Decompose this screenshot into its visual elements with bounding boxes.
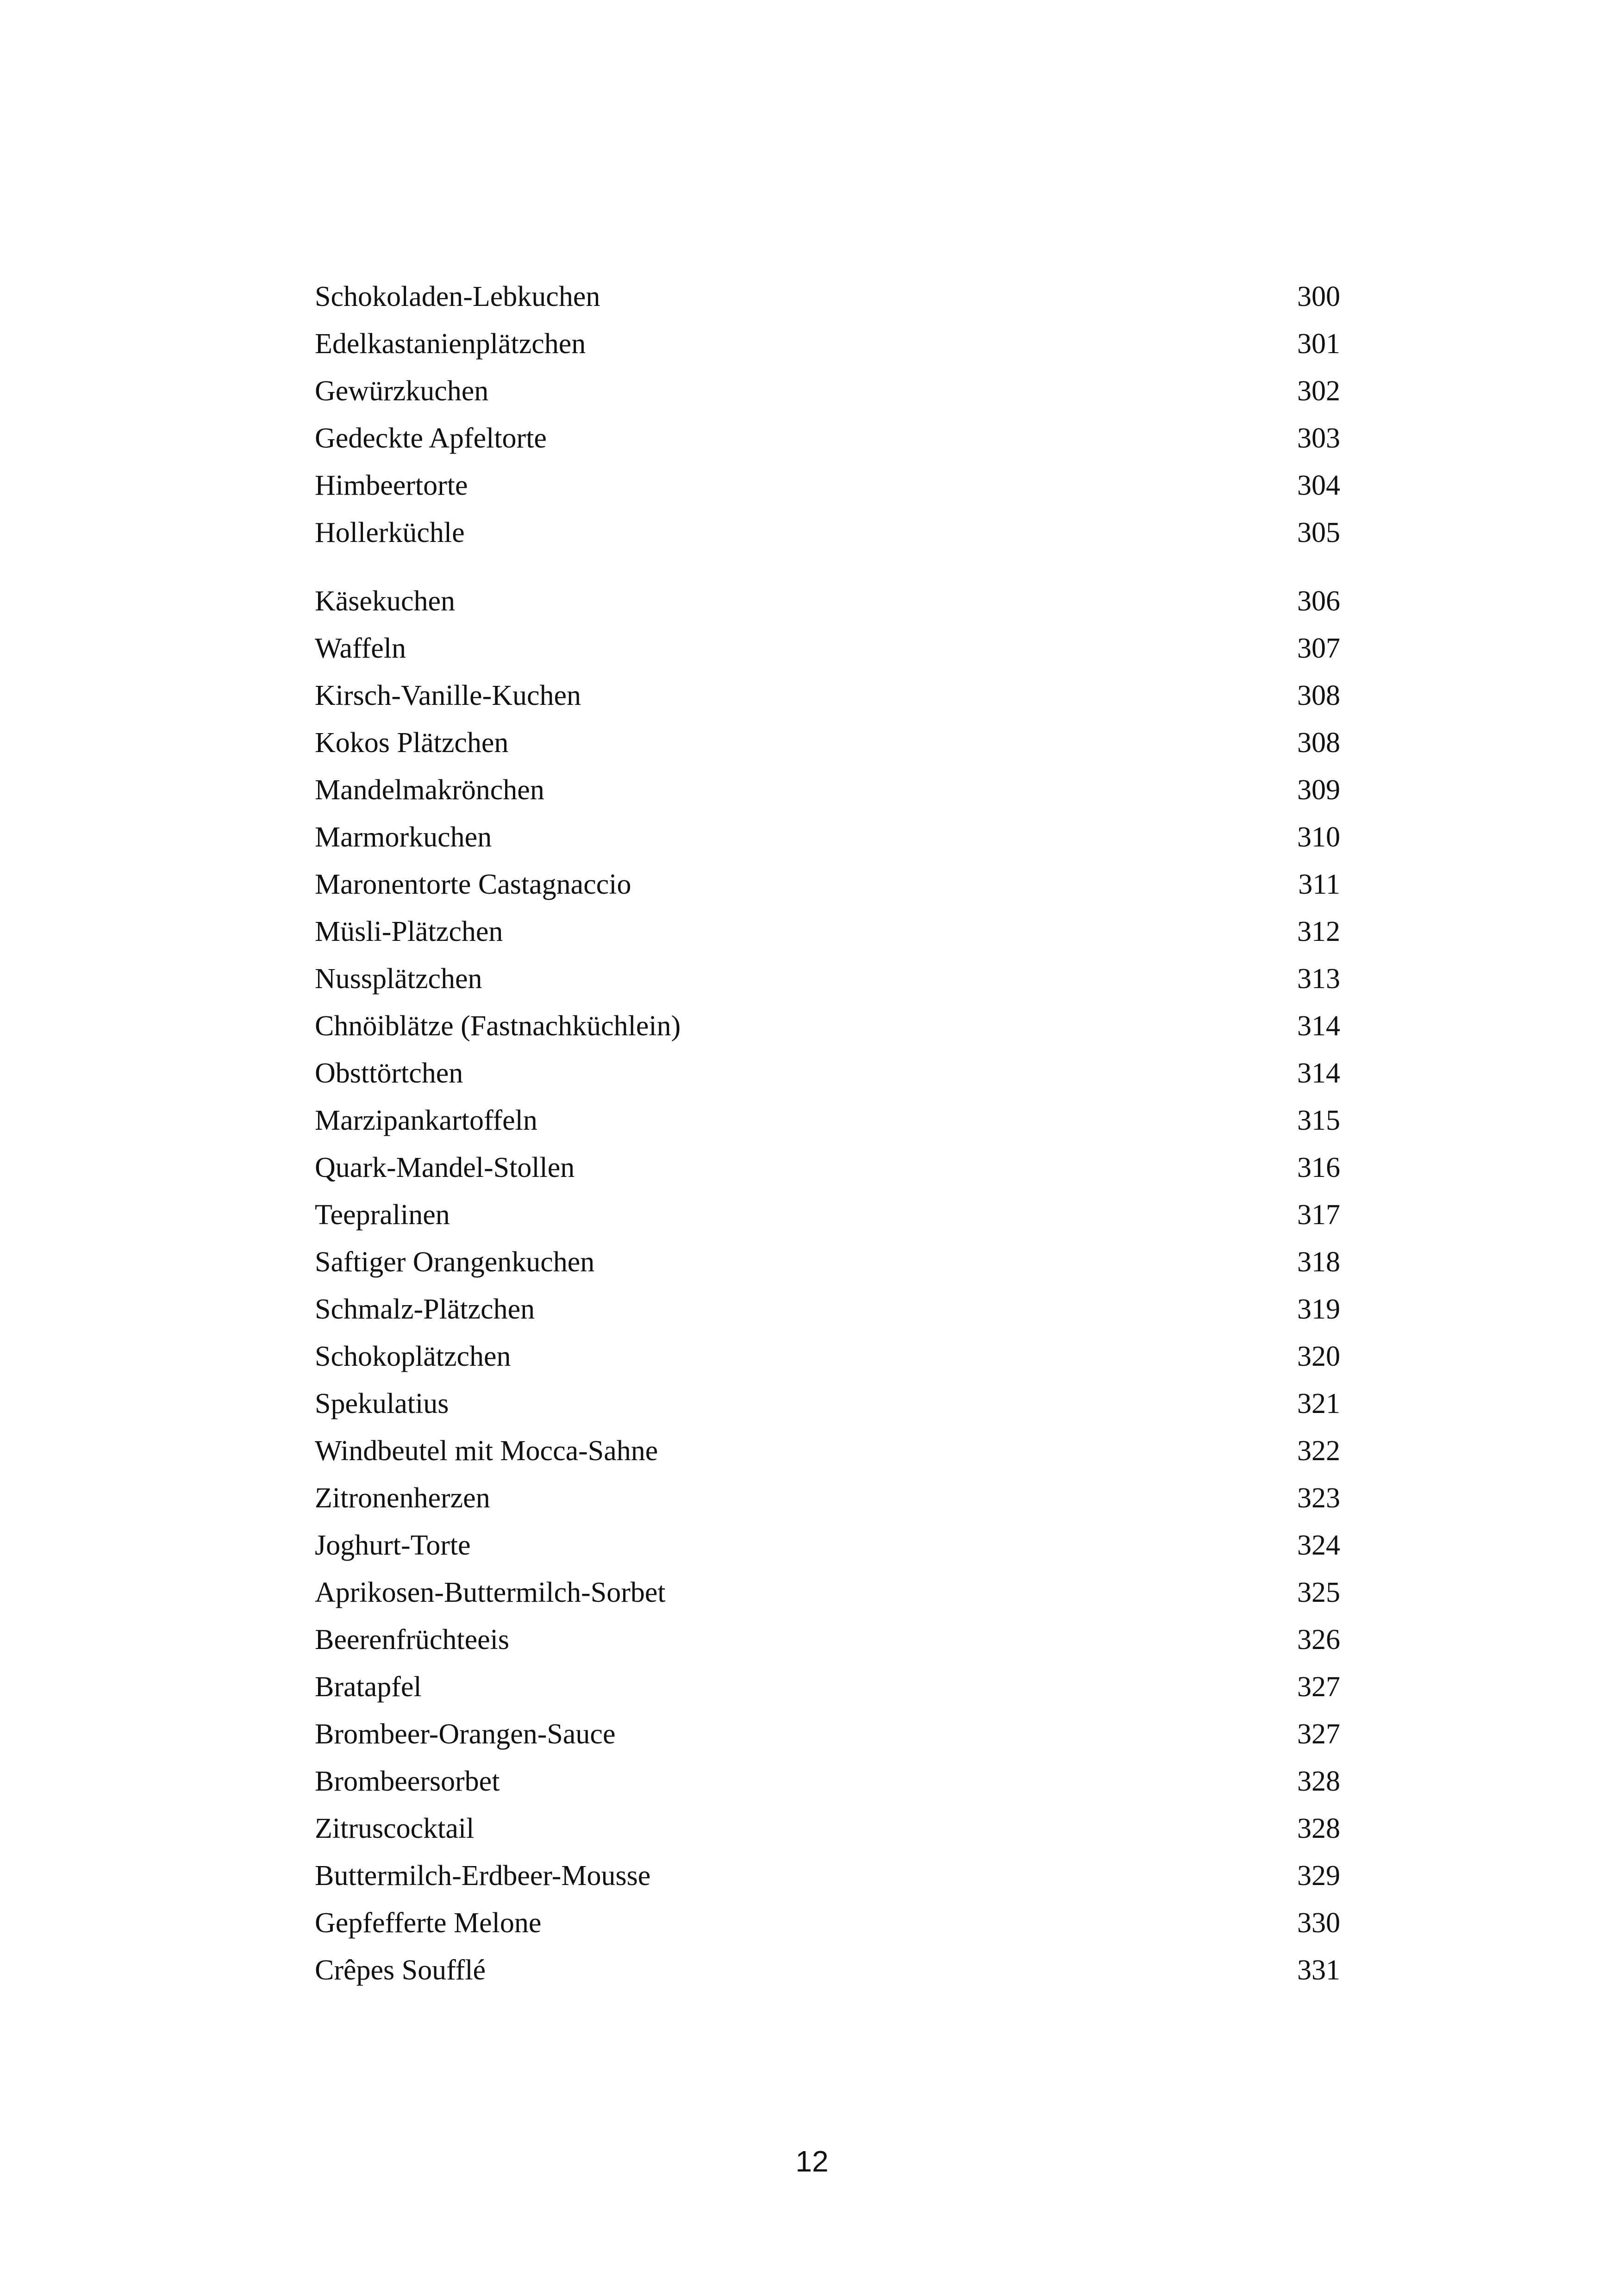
toc-entry-title: Joghurt-Torte xyxy=(315,1530,471,1561)
toc-entry-page: 313 xyxy=(1297,963,1340,995)
toc-entry-page: 322 xyxy=(1297,1435,1340,1467)
toc-entry xyxy=(315,814,1340,861)
toc-entry xyxy=(315,1191,1340,1238)
toc-entry-title: Waffeln xyxy=(315,633,406,664)
toc-entry-title: Nussplätzchen xyxy=(315,963,482,995)
toc-entry xyxy=(315,1097,1340,1144)
toc-entry xyxy=(315,415,1340,462)
toc-entry xyxy=(315,320,1340,367)
toc-entry-page: 319 xyxy=(1297,1294,1340,1325)
toc-entry-page: 328 xyxy=(1297,1766,1340,1797)
toc-entry xyxy=(315,1475,1340,1522)
toc-entry xyxy=(315,908,1340,955)
toc-entry-title: Himbeertorte xyxy=(315,470,468,501)
toc-entry-page: 310 xyxy=(1297,821,1340,853)
toc-entry xyxy=(315,1002,1340,1050)
toc-entry-title: Schokoladen-Lebkuchen xyxy=(315,281,600,312)
toc-entry xyxy=(315,1569,1340,1616)
toc-entry-title: Beerenfrüchteeis xyxy=(315,1624,509,1655)
toc-entry-title: Gepfefferte Melone xyxy=(315,1907,542,1939)
toc-entry xyxy=(315,719,1340,766)
toc-entry-page: 320 xyxy=(1297,1341,1340,1372)
toc-entry-title: Brombeer-Orangen-Sauce xyxy=(315,1718,616,1750)
toc-entry-page: 311 xyxy=(1298,869,1340,900)
toc-entry xyxy=(315,861,1340,908)
toc-entry-title: Saftiger Orangenkuchen xyxy=(315,1246,595,1278)
toc-entry-page: 312 xyxy=(1297,916,1340,947)
toc-entry-page: 325 xyxy=(1297,1577,1340,1608)
toc-entry-title: Gedeckte Apfeltorte xyxy=(315,423,547,454)
page-number: 12 xyxy=(795,2145,829,2178)
table-of-contents xyxy=(315,273,1340,1994)
toc-entry-page: 316 xyxy=(1297,1152,1340,1183)
toc-entry-title: Bratapfel xyxy=(315,1671,422,1703)
toc-entry-title: Schmalz-Plätzchen xyxy=(315,1294,535,1325)
toc-entry-page: 304 xyxy=(1297,470,1340,501)
toc-entry xyxy=(315,766,1340,814)
toc-entry-title: Brombeersorbet xyxy=(315,1766,500,1797)
toc-entry xyxy=(315,1663,1340,1711)
toc-entry-title: Quark-Mandel-Stollen xyxy=(315,1152,575,1183)
toc-entry-title: Kirsch-Vanille-Kuchen xyxy=(315,680,581,711)
toc-entry-page: 317 xyxy=(1297,1199,1340,1231)
toc-entry xyxy=(315,1852,1340,1899)
toc-entry-title: Kokos Plätzchen xyxy=(315,727,509,759)
toc-entry-title: Marzipankartoffeln xyxy=(315,1105,537,1136)
toc-entry-page: 315 xyxy=(1297,1105,1340,1136)
toc-entry xyxy=(315,1758,1340,1805)
toc-entry-title: Windbeutel mit Mocca-Sahne xyxy=(315,1435,658,1467)
toc-entry-page: 327 xyxy=(1297,1671,1340,1703)
toc-entry-title: Müsli-Plätzchen xyxy=(315,916,503,947)
toc-entry-page: 327 xyxy=(1297,1718,1340,1750)
toc-entry xyxy=(315,1899,1340,1947)
toc-entry-title: Zitruscocktail xyxy=(315,1813,475,1844)
toc-entry-page: 302 xyxy=(1297,375,1340,407)
toc-entry xyxy=(315,955,1340,1002)
toc-entry-title: Chnöiblätze (Fastnachküchlein) xyxy=(315,1010,681,1042)
toc-entry-page: 314 xyxy=(1297,1058,1340,1089)
toc-entry-title: Marmorkuchen xyxy=(315,821,492,853)
toc-entry-title: Teepralinen xyxy=(315,1199,450,1231)
toc-entry-page: 330 xyxy=(1297,1907,1340,1939)
toc-entry-title: Hollerküchle xyxy=(315,517,465,548)
toc-entry-title: Maronentorte Castagnaccio xyxy=(315,869,631,900)
toc-entry-page: 323 xyxy=(1297,1482,1340,1514)
toc-entry-title: Aprikosen-Buttermilch-Sorbet xyxy=(315,1577,666,1608)
toc-entry-page: 326 xyxy=(1297,1624,1340,1655)
toc-entry xyxy=(315,509,1340,556)
toc-entry-page: 303 xyxy=(1297,423,1340,454)
toc-entry-page: 309 xyxy=(1297,774,1340,806)
toc-entry xyxy=(315,672,1340,719)
toc-entry xyxy=(315,1286,1340,1333)
toc-entry-page: 329 xyxy=(1297,1860,1340,1892)
toc-entry xyxy=(315,462,1340,509)
toc-entry xyxy=(315,1522,1340,1569)
toc-entry-page: 307 xyxy=(1297,633,1340,664)
toc-entry xyxy=(315,1805,1340,1852)
toc-entry xyxy=(315,367,1340,415)
toc-entry-title: Gewürzkuchen xyxy=(315,375,489,407)
toc-entry xyxy=(315,1427,1340,1475)
toc-entry xyxy=(315,1238,1340,1286)
toc-entry-page: 331 xyxy=(1297,1954,1340,1986)
toc-entry-title: Spekulatius xyxy=(315,1388,449,1419)
toc-entry-page: 300 xyxy=(1297,281,1340,312)
toc-entry-page: 301 xyxy=(1297,328,1340,360)
toc-entry xyxy=(315,1144,1340,1191)
toc-entry-title: Käsekuchen xyxy=(315,585,455,617)
toc-entry xyxy=(315,273,1340,320)
toc-entry xyxy=(315,1616,1340,1663)
toc-entry-title: Edelkastanienplätzchen xyxy=(315,328,586,360)
toc-entry-title: Obsttörtchen xyxy=(315,1058,463,1089)
toc-entry-title: Buttermilch-Erdbeer-Mousse xyxy=(315,1860,651,1892)
toc-entry xyxy=(315,1947,1340,1994)
toc-entry-page: 324 xyxy=(1297,1530,1340,1561)
toc-entry xyxy=(315,578,1340,625)
toc-entry-page: 308 xyxy=(1297,680,1340,711)
toc-entry-title: Zitronenherzen xyxy=(315,1482,490,1514)
toc-entry xyxy=(315,1333,1340,1380)
toc-entry-page: 308 xyxy=(1297,727,1340,759)
toc-entry-page: 318 xyxy=(1297,1246,1340,1278)
toc-entry-page: 306 xyxy=(1297,585,1340,617)
toc-entry xyxy=(315,1050,1340,1097)
toc-entry xyxy=(315,625,1340,672)
toc-entry-title: Schokoplätzchen xyxy=(315,1341,511,1372)
toc-entry-title: Crêpes Soufflé xyxy=(315,1954,486,1986)
toc-entry xyxy=(315,1380,1340,1427)
toc-entry-page: 328 xyxy=(1297,1813,1340,1844)
toc-entry xyxy=(315,1711,1340,1758)
toc-entry-page: 314 xyxy=(1297,1010,1340,1042)
toc-entry-page: 321 xyxy=(1297,1388,1340,1419)
toc-entry-title: Mandelmakrönchen xyxy=(315,774,544,806)
toc-entry-page: 305 xyxy=(1297,517,1340,548)
